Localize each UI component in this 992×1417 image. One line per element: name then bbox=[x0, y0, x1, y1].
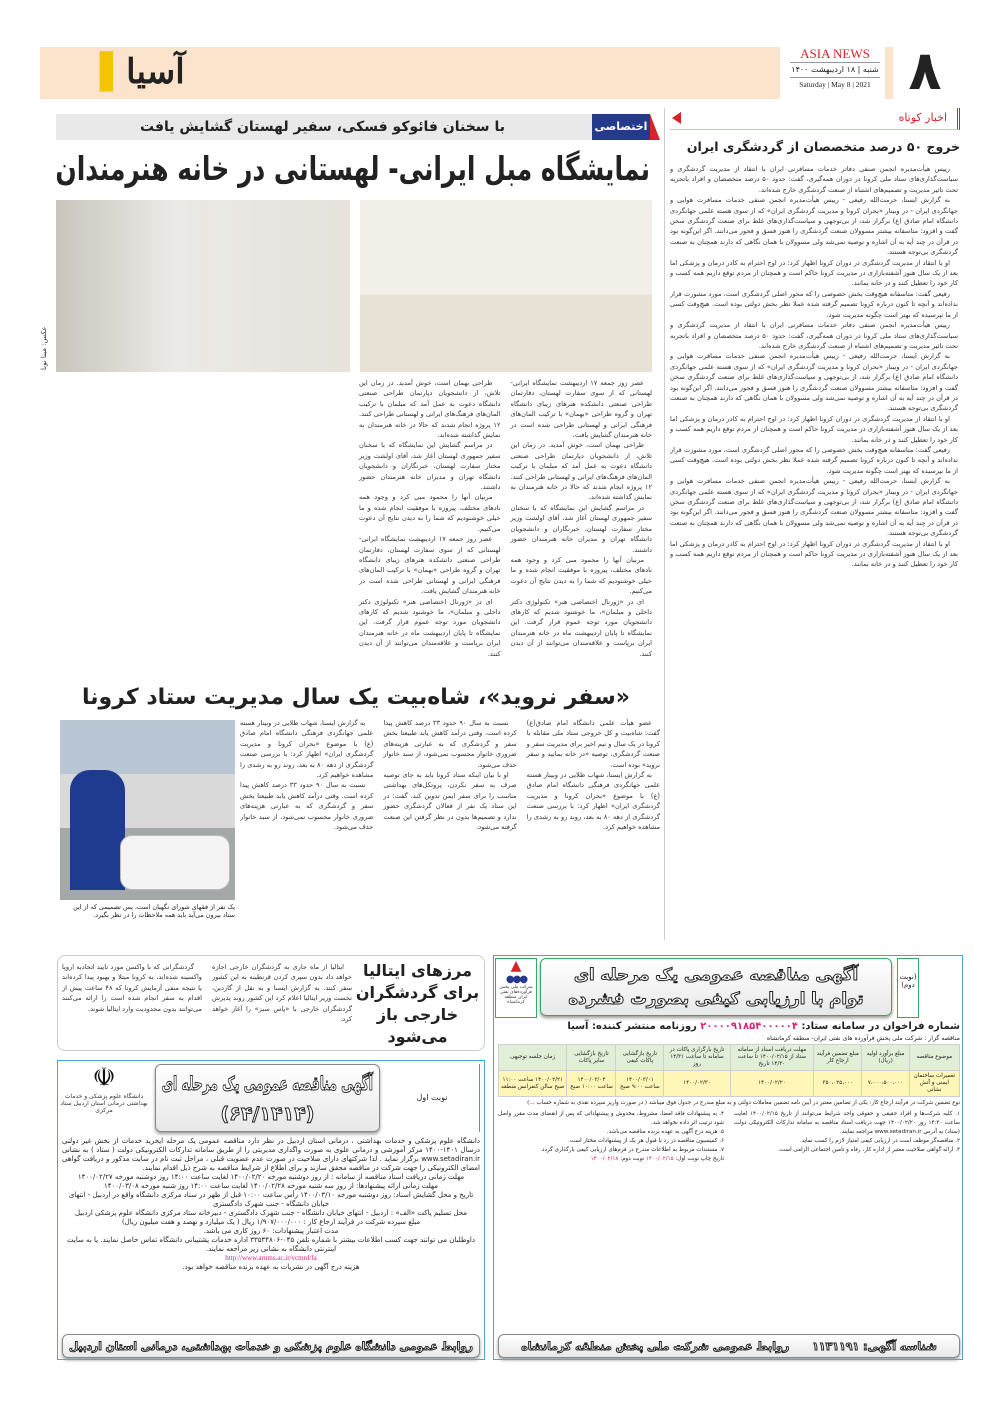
logo-text: شرکت ملی پخش فرآورده‌های نفتی ایران منطقه کرمانشاه bbox=[499, 985, 533, 1005]
iran-emblem bbox=[60, 1063, 148, 1135]
table-cell: ۱۴۰۰/۰۳/۰۴ ساعت ۱۰:۰۰ صبح bbox=[567, 1071, 616, 1097]
paragraph: او با انتقاد از مدیریت گردشگری در دوران کرونا اظهار کرد: در اوج احترام به کادر درمان و پزشکی اما بعد از یک سال هنوز آشفته‌بازاری در مدیریت کرونا حاکم است و همچنان از مردم توقع داریم همه کسب و کار خود را تعطیل کنند و در خانه بمانند. bbox=[670, 539, 958, 569]
paragraph: گردشگرانی که با واکسن مورد تایید اتحادیه اروپا واکسینه شده‌اند، به کرونا مبتلا و بهبود پیدا کرده‌اند یا نتیجه منفی آزمایش کرونا که ۴۸ ساعت پیش از اقدام به سفر انجام شده است را ارائه می‌کنند می‌توانند بدون محدودیت وارد ایتالیا شوند. bbox=[62, 963, 202, 1013]
banner-line: آگهی مناقصه عمومی یک مرحله ای bbox=[161, 1073, 373, 1095]
note: ۷. مستندات مربوط به اطلاعات مندرج در فرم‌های ارزیابی کیفی بارگذاری گردد. bbox=[540, 1147, 724, 1153]
tender-footer bbox=[62, 1334, 480, 1358]
column-divider bbox=[664, 108, 665, 940]
note: ۵. هزینه درج آگهی به عهده برنده مناقصه می‌باشد. bbox=[606, 1129, 724, 1135]
nioc-logo bbox=[495, 958, 537, 1018]
table-cell: ۳۵۰،۰۲۵،۰۰۰ bbox=[814, 1071, 862, 1097]
photo-visitors bbox=[56, 200, 350, 372]
column-header: تاریخ بارگزاری پاکات در سامانه تا ساعت ۱۴/۳۱ روز bbox=[664, 1045, 730, 1071]
paragraph: به گزارش ایسنا، شهاب طلایی در وبینار هسته علمی جهانگردی فرهنگی دانشگاه امام صادق (ع) با موضوع «بحران کرونا و مدیریت گردشگری ایران» اظهار کرد: با بررسی صنعت گردشگری از دهه ۸۰ به بعد، روند رو به رشدی را مشاهده خواهیم کرد. bbox=[526, 771, 660, 832]
paragraph: رفیعی گفت: متاسفانه هیچ‌وقت بخش خصوصی را که محور اصلی گردشگری است، مورد مشورت قرار نداده‌اند و آنچه تا کنون درباره کرونا تصمیم گرفته شده عملا نظر بخش دولتی بوده است. هیچ‌وقت کسی از ما نپرسیده که بهتر است چگونه مدیریت شود. bbox=[670, 445, 958, 475]
tender-cost-note: هزینه درج آگهی در نشریات به عهده برنده مناقصه خواهد بود. bbox=[182, 1263, 360, 1271]
column-header: زمان جلسه توجیهی bbox=[499, 1045, 567, 1071]
paragraph: رفیعی گفت: متاسفانه هیچ‌وقت بخش خصوصی را که محور اصلی گردشگری است، مورد مشورت قرار نداده‌اند و آنچه تا کنون درباره کرونا تصمیم گرفته شده عملا نظر بخش دولتی بوده است. هیچ‌وقت کسی از ما نپرسیده که بهتر است چگونه مدیریت شود. bbox=[670, 289, 958, 319]
paragraph: عصر روز جمعه ۱۷ اردیبهشت نمایشگاه ایرانی- لهستانی که از سوی سفارت لهستان، دفارتمان طراحی صنعتی دانشکده هنرهای زیبای دانشگاه تهران و گروه طراحی «بهمان» با ترکیب المان‌های فرهنگی ایرانی و لهستانی طراحی شده است در خانه هنرمندان گشایش یافت. bbox=[510, 379, 652, 440]
column-header: مهلت دریافت اسناد از سامانه ستاد از ۱۴۰۰/۰۲/۱۵ تا ساعت ۱۴/۳۰ تاریخ bbox=[730, 1045, 814, 1071]
emblem-text: دانشگاه علوم پزشکی و خدمات بهداشتی درمانی استان اردبیل ستاد مرکزی bbox=[60, 1093, 148, 1114]
paragraph: او با انتقاد از مدیریت گردشگری در دوران کرونا اظهار کرد: در اوج احترام به کادر درمان و پزشکی اما بعد از یک سال هنوز آشفته‌بازاری در مدیریت کرونا حاکم است و همچنان از مردم توقع داریم همه کسب و کار خود را تعطیل کنند و در خانه بمانند. bbox=[670, 258, 958, 288]
table-cell: ۱۴۰۰/۰۲/۳۰ bbox=[664, 1071, 730, 1097]
ad-id-label: شناسه آگهی: bbox=[863, 1340, 937, 1353]
short-news-column bbox=[670, 136, 960, 940]
corona-body bbox=[240, 718, 660, 934]
note: ۳. ارائه گواهی صلاحیت معتبر از اداره کار، رفاه و تامین اجتماعی الزامی است. bbox=[778, 1147, 960, 1153]
banner-line: (۶۴/۱۴۱۴) bbox=[220, 1103, 315, 1125]
column-header: موضوع مناقصه bbox=[909, 1045, 959, 1071]
table-row bbox=[499, 1071, 960, 1097]
flame-icon: ▲ bbox=[510, 958, 522, 974]
call-number-line bbox=[498, 1019, 960, 1034]
headline-corona: «سفر نروید»، شاه‌بیت یک سال مدیریت ستاد کرونا bbox=[82, 685, 630, 710]
car-figure bbox=[120, 835, 230, 890]
tender-body bbox=[62, 1137, 480, 1331]
note: ۴. به پیشنهادات فاقد امضا، مشروط، مخدوش و پیشنهاداتی که پس از انقضای مدت مقرر واصل شود ترتیب اثر داده نخواهد شد. bbox=[498, 1111, 724, 1126]
page-number: ۸ bbox=[908, 39, 942, 102]
paragraph: در مراسم گشایش این نمایشگاه که با سخنان سفیر جمهوری لهستان آغاز شد، آقای اولشت وزیر مختار سفارت لهستان، خبرنگاران و دانشجویان دانشگاه تهران و مدیران خانه هنرمندان حضور داشتند. bbox=[510, 503, 652, 554]
table-cell: ۷،۰۰۰،۵۰۰،۰۰۰ bbox=[862, 1071, 909, 1097]
tender-line: تاریخ و محل گشایش اسناد: روز دوشنبه مورخه ۱۴۰۰/۰۳/۱۰ رأس ساعت ۱۰:۰۰ قبل از ظهر در ستاد مرکزی دانشگاه واقع در اردبیل - انتهای خیابان دانشگاه - جنب شهرک دادگستری bbox=[68, 1191, 474, 1208]
round-label: نوبت اول bbox=[385, 1064, 480, 1132]
second-print-date: ۱۴۰۰/۰۲/۱۸ bbox=[590, 1156, 619, 1162]
short-news-title: خروج ۵۰ درصد متخصصان از گردشگری ایران bbox=[686, 139, 960, 154]
tender-url-link[interactable]: http://www.arums.ac.ir/vcmrd/fa bbox=[225, 1254, 317, 1262]
tender-line: داوطلبان می توانند جهت کسب اطلاعات بیشتر با شماره تلفن ۰۴۵-۳۳۵۳۴۸۰۶ اداره خدمات پشتیبانی دانشگاه تماس حاصل نمایند. یا به سایت اینترنتی دانشگاه به نشانی زیر مراجعه نمایند. bbox=[67, 1236, 475, 1253]
paragraph: به گزارش ایسنا، شهاب طلایی در وبینار هسته علمی جهانگردی فرهنگی دانشگاه امام صادق (ع) با موضوع «بحران کرونا و مدیریت گردشگری ایران» اظهار کرد: با بررسی صنعت گردشگری از دهه ۸۰ به بعد، روند رو به رشدی را مشاهده خواهیم کرد. bbox=[240, 719, 374, 780]
play-triangle-icon bbox=[672, 112, 681, 124]
page-number-band bbox=[885, 47, 893, 99]
paragraph: به گزارش ایسنا، حرمت‌الله رفیعی - رییس هیأت‌مدیره انجمن صنفی خدمات مسافرت هوایی و جهانگردی ایران - در وبینار «بحران کرونا و مدیریت گردشگری ایران» که از سوی هسته علمی جهانگردی دانشگاه امام صادق (ع) برگزار شد، از بی‌توجهی و سیاست‌گذاری‌های غلط برای صنعت گردشگری سخن گفت و افزود: متاسفانه بیشتر مسوولان صنعت گردشگری را هنوز فسق و فجور می‌دانند. اگر این‌گونه بود در قرآن در چند آیه به آن اشاره و توصیه نمی‌شد ولی مسوولان با همان نگاهی که دارند همچنان به صنعت گردشگری بی‌توجه هستند. bbox=[670, 352, 958, 413]
drops-icon: ●●● bbox=[505, 974, 527, 985]
paragraph: به گزارش ایسنا، حرمت‌الله رفیعی - رییس هیأت‌مدیره انجمن صنفی خدمات مسافرت هوایی و جهانگردی ایران - در وبینار «بحران کرونا و مدیریت گردشگری ایران» که از سوی هسته علمی جهانگردی دانشگاه امام صادق (ع) برگزار شد، از بی‌توجهی و سیاست‌گذاری‌های غلط برای صنعت گردشگری سخن گفت و افزود: متاسفانه بیشتر مسوولان صنعت گردشگری را هنوز فسق و فجور می‌دانند. اگر این‌گونه بود در قرآن در چند آیه به آن اشاره و توصیه نمی‌شد ولی مسوولان با همان نگاهی که دارند همچنان به صنعت گردشگری بی‌توجه هستند. bbox=[670, 196, 958, 257]
tender-line: محل تسلیم پاکت «الف» : اردبیل - انتهای خیابان دانشگاه - جنب شهرک دادگستری - دبیرخانه ستاد مرکزی دانشگاه علوم پزشکی اردبیل bbox=[74, 1209, 468, 1217]
note: ۱. کلیه شرکت‌ها و افراد حقیقی و حقوقی واجد شرایط می‌توانند از تاریخ ۱۴۰۰/۰۲/۱۵ لغایت ساعت ۱۴:۳۰ روز ۱۴۰۰/۰۲/۲۰ جهت دریافت اسناد مناقصه به سامانه تدارکات الکترونیکی دولت (ستاد) به آدرس www.setadiran.ir مراجعه نمایند. bbox=[734, 1111, 961, 1135]
date-persian: شنبه | ۱۸ اردیبهشت ۱۴۰۰ bbox=[790, 63, 880, 78]
note: ۲. مناقصه‌گر موظف است در ارزیابی کیفی امتیاز لازم را کسب نماید. bbox=[799, 1138, 960, 1144]
paragraph: مربیان آنها را محمود مبی کرد و وجود همه نادهای مختلف، پیروزه با موفقیت انجام شده و ما خیلی خوشنودیم که شما را به دیدن نتایج آن دعوت می‌کنیم. bbox=[359, 493, 501, 533]
exclusive-tag: اختصاصی bbox=[592, 114, 650, 140]
paragraph: در مراسم گشایش این نمایشگاه که با سخنان سفیر جمهوری لهستان آغاز شد، آقای اولشت وزیر مختار سفارت لهستان، خبرنگاران و دانشجویان دانشگاه تهران و مدیران خانه هنرمندان حضور داشتند. bbox=[359, 441, 501, 492]
tender-line: مهلت زمانی ارائه پیشنهادها: از روز سه شنبه مورخه ۱۴۰۰/۰۲/۲۸ لغایت ساعت ۱۴:۰۰ روز شنبه مورخه ۱۴۰۰/۰۳/۰۸ bbox=[104, 1182, 438, 1190]
tender-intro: دانشگاه علوم پزشکی و خدمات بهداشتی ، درمانی استان اردبیل در نظر دارد مناقصه عمومی یک مرحله ایخرید خدمات از بخش غیر دولتی درسال ۱۴۰۱-۱۴۰۰ مرکز آموزشی و درمانی علوی به صورت واگذاری مدیریتی را از طریق سامانه تدارکات الکترونیکی دولت ( ستاد ) به نشانی www.setadiran.ir برگزار نماید . لذا شرکتهای دارای صلاحیت در صورت عدم عضویت قبلی ، مراحل ثبت نام در سایت مذکور و دریافت گواهی امضای الکترونیکی را جهت شرکت در مناقصه محقق سازند و برای اطلاع از شرایط مناقصه به شرح ذیل اقدام نمایند. bbox=[62, 1137, 480, 1172]
ad-id: ۱۱۳۱۱۹۱ bbox=[812, 1340, 860, 1353]
column-header: مبلغ برآورد اولیه (ریال) bbox=[862, 1045, 909, 1071]
tender-notes bbox=[498, 1110, 960, 1164]
table-header-row bbox=[499, 1045, 960, 1071]
column-header: تاریخ بازگشایی پاکات کیفی bbox=[616, 1045, 664, 1071]
paragraph: طراحی بهمان است، خوش آمدید. در زمان این تلاش، از دانشجویان دپارتمان طراحی صنعتی دانشگاه دعوت به عمل آمد که مبلمان با ترکیب المان‌های فرهنگ‌های ایرانی و لهستانی طراحی کنند. ۱۲ پروژه انجام شدند که حالا در خانه هنرمندان به نمایش گذاشته شده‌اند. bbox=[510, 441, 652, 502]
photo-furniture bbox=[360, 200, 652, 372]
round-label: (نوبت دوم) bbox=[897, 958, 919, 1018]
footer-line bbox=[505, 1335, 953, 1359]
tender-line: مبلغ سپرده شرکت در فرآیند ارجاع کار : ۱/۹۰۷/۰۰۰/۰۰۰ ریال ( یک میلیارد و نهصد و هفت میلیون ریال) bbox=[121, 1218, 421, 1226]
paragraph: به گزارش ایسنا، حرمت‌الله رفیعی - رییس هیأت‌مدیره انجمن صنفی خدمات مسافرت هوایی و جهانگردی ایران - در وبینار «بحران کرونا و مدیریت گردشگری ایران» که از سوی هسته علمی جهانگردی دانشگاه امام صادق (ع) برگزار شد، از بی‌توجهی و سیاست‌گذاری‌های غلط برای صنعت گردشگری سخن گفت و افزود: متاسفانه بیشتر مسوولان صنعت گردشگری را هنوز فسق و فجور می‌دانند. اگر این‌گونه بود در قرآن در چند آیه به آن اشاره و توصیه نمی‌شد ولی مسوولان با همان نگاهی که دارند همچنان به صنعت گردشگری بی‌توجه هستند. bbox=[670, 477, 958, 538]
tender-line: مدت اعتبار پیشنهادات: ۶۰ روز کاری می باشد. bbox=[203, 1227, 339, 1235]
tender-content bbox=[498, 1019, 960, 1331]
column-header: مبلغ تضمین فرآیند ارجاع کار bbox=[814, 1045, 862, 1071]
column-header: تاریخ بازگشایی سایر پاکات bbox=[567, 1045, 616, 1071]
tender-table bbox=[498, 1044, 960, 1097]
publisher: روزنامه منتشر کننده: آسیا bbox=[567, 1021, 697, 1032]
paragraph: نسبت به سال ۹۰ حدود ۳۳ درصد کاهش پیدا کرده است. وقتی درآمد کاهش یابد طبیعتا بخش سفر و گردشگری که به عبارتی هزینه‌های ضروری خانوار محسوب نمی‌شود، از سبد خانوار حذف می‌شود. bbox=[240, 781, 374, 832]
second-print-label: نوبت دوم: bbox=[620, 1156, 645, 1162]
footer-text: روابط عمومی دانشگاه علوم پزشکی و خدمات بهداشتی، درمانی استان اردبیل bbox=[68, 1340, 474, 1353]
paragraph: او با بیان اینکه ستاد کرونا باید به جای توصیه صرف به سفر نکردن، پروتکل‌های بهداشتی مناسب را برای سفر ایمن تدوین کند، گفت: در این ستاد یک نفر از فعالان گردشگری حضور ندارد و تصمیم‌ها بدون در نظر گرفتن این صنعت گرفته می‌شود. bbox=[383, 771, 517, 832]
table-cell: ۱۴۰۰/۰۲/۲۰ bbox=[730, 1071, 814, 1097]
tender-footer bbox=[498, 1334, 960, 1358]
police-figure bbox=[70, 770, 125, 890]
call-number: ۲۰۰۰۰۹۱۸۵۴۰۰۰۰۰۴ bbox=[700, 1021, 798, 1032]
kicker: با سخنان فائوکو فسکی، سفیر لهستان گشایش یافت bbox=[140, 119, 505, 135]
first-print-label: تاریخ چاپ نوبت اول: bbox=[675, 1156, 724, 1162]
call-label: شماره فراخوان در سامانه ستاد: bbox=[801, 1021, 960, 1032]
footer-text: روابط عمومی شرکت ملی پخش منطقه کرمانشاه bbox=[521, 1340, 790, 1353]
table-cell: ۱۴۰۰/۰۳/۰۱ ساعت ۹:۰۰ صبح bbox=[616, 1071, 664, 1097]
table-cell: ۱۴۰۰/۰۲/۲۱ ساعت ۱۱:۰۰ صبح سالن کنفرانس منطقه bbox=[499, 1071, 567, 1097]
photo-credit: عکس: مینا نوبا bbox=[40, 326, 48, 370]
italy-body bbox=[62, 962, 352, 1024]
tender-banner bbox=[155, 1064, 380, 1132]
paragraph: رییس هیأت‌مدیره انجمن صنفی دفاتر خدمات مسافرتی ایران با انتقاد از مدیریت گردشگری و سیاست‌گذاری‌های ستاد ملی کرونا در دوران همه‌گیری، گفت: حدود ۵۰ درصد متخصصان و افراد باتجربه تحت تاثیر مدیریت و تصمیم‌های اشتباه از صنعت گردشگری خارج شده‌اند. bbox=[670, 321, 958, 350]
exhibition-body bbox=[56, 378, 652, 670]
issue-info bbox=[790, 45, 880, 100]
banner-line: توام با ارزیابی کیفی بصورت فشرده bbox=[568, 989, 864, 1008]
paragraph: نسبت به سال ۹۰ حدود ۳۳ درصد کاهش پیدا کرده است. وقتی درآمد کاهش یابد طبیعتا بخش سفر و گردشگری که به عبارتی هزینه‌های ضروری خانوار محسوب نمی‌شود، از سبد خانوار حذف می‌شود. bbox=[383, 719, 517, 769]
paragraph: عصر روز جمعه ۱۷ اردیبهشت نمایشگاه ایرانی- لهستانی که از سوی سفارت لهستان، دفارتمان طراحی صنعتی دانشکده هنرهای زیبای دانشگاه تهران و گروه طراحی «بهمان» با ترکیب المان‌های فرهنگی ایرانی و لهستانی طراحی شده است در خانه هنرمندان گشایش یافت. bbox=[359, 535, 501, 596]
paragraph: ای در «ژورنال اختصاصی هنر» تکنولوژی دکتر داخلی و مبلمان»، ما خوشنود شدیم که کارهای دانشجویان مورد توجه عموم قرار گرفت. این نمایشگاه تا پایان اردیبهشت ماه در خانه هنرمندان ایران برپاست و علاقه‌مندان می‌توانند از آن دیدن کنند. bbox=[359, 597, 501, 658]
banner-line: آگهی مناقصه عمومی یک مرحله ای bbox=[573, 965, 859, 984]
paragraph: عضو هیأت علمی دانشگاه امام صادق(ع) گفت: شاه‌بیت و کل خروجی ستاد ملی مقابله با کرونا در یک سال و نیم اخیر برای مدیریت سفر و صنعت گردشگری، توصیه «در خانه بمانید و سفر نروید» بوده است. bbox=[526, 719, 660, 769]
section-label-short-news: اخبار کوتاه bbox=[670, 108, 960, 130]
date-english: Saturday | May 8 | 2021 bbox=[799, 80, 871, 89]
tag-accent bbox=[650, 114, 660, 140]
table-cell: تعمیرات ساختمان ایمنی و آتش نشانی bbox=[909, 1071, 959, 1097]
paragraph: او با انتقاد از مدیریت گردشگری در دوران کرونا اظهار کرد: در اوج احترام به کادر درمان و پزشکی اما بعد از یک سال هنوز آشفته‌بازاری در مدیریت کرونا حاکم است و همچنان از مردم توقع داریم همه کسب و کار خود را تعطیل کنند و در خانه بمانند. bbox=[670, 414, 958, 444]
emblem-icon: ☫ bbox=[92, 1063, 116, 1093]
brand-name: ASIA NEWS bbox=[790, 45, 880, 63]
print-dates bbox=[498, 1155, 724, 1164]
first-print-date: ۱۴۰۰/۰۲/۱۵ bbox=[645, 1156, 674, 1162]
paragraph: ایتالیا از ماه جاری به گردشگران خارجی اجازه خواهد داد بدون سپری کردن قرنطینه به این کشور سفر کنند. به گزارش ایسنا و به نقل از گاردین، نخست وزیر ایتالیا اعلام کرد این کشور روند پذیرش گردشگران خارجی با «پاس سبز» را آغاز خواهد کرد. bbox=[212, 963, 352, 1024]
photo-caption: یک نفر از فقهای شورای نگهبان است، پس تصمیمی که از این ستاد بیرون می‌آید باید همه ملاحظات را در نظر بگیرد. bbox=[73, 903, 235, 919]
italy-title: مرزهای ایتالیا برای گردشگران خارجی باز می‌شود bbox=[355, 961, 480, 1046]
note: ۶. کمیسیون مناقصه در رد یا قبول هر یک از پیشنهادات مختار است. bbox=[568, 1138, 724, 1144]
tender-banner bbox=[540, 958, 892, 1016]
paragraph: مربیان آنها را محمود مبی کرد و وجود همه نادهای مختلف، پیروزه با موفقیت انجام شده و ما خیلی خوشنودیم که شما را به دیدن نتایج آن دعوت می‌کنیم. bbox=[510, 555, 652, 596]
newspaper-logo: ▌آسیا bbox=[100, 52, 185, 92]
short-news-body bbox=[670, 164, 958, 940]
headline-exhibition: نمایشگاه مبل ایرانی- لهستانی در خانه هنرمندان bbox=[55, 149, 650, 188]
paragraph: طراحی بهمان است، خوش آمدید. در زمان این تلاش، از دانشجویان دپارتمان طراحی صنعتی دانشگاه دعوت به عمل آمد که مبلمان با ترکیب المان‌های فرهنگ‌های ایرانی و لهستانی طراحی کنند. ۱۲ پروژه انجام شدند که حالا در خانه هنرمندان به نمایش گذاشته شده‌اند. bbox=[359, 379, 501, 440]
paragraph: ای در «ژورنال اختصاصی هنر» تکنولوژی دکتر داخلی و مبلمان»، ما خوشنود شدیم که کارهای دانشجویان مورد توجه عموم قرار گرفت. این نمایشگاه تا پایان اردیبهشت ماه در خانه هنرمندان ایران برپاست و علاقه‌مندان می‌توانند از آن دیدن کنند. bbox=[510, 597, 652, 658]
tender-line: مهلت زمانی دریافت اسناد مناقصه از سامانه : از روز دوشنبه مورخه ۱۴۰۰/۰۲/۲۰ لغایت ساعت ۱۴:۰۰ روز دوشنبه مورخه ۱۴۰۰/۰۲/۲۷ bbox=[77, 1173, 465, 1181]
organizer: مناقصه گزار : شرکت ملی پخش فرآورده های نفتی ایران- منطقه کرمانشاه bbox=[766, 1035, 960, 1042]
guarantee-note: نوع تضمین شرکت در فرآیند ارجاع کار: یکی از تضامین معتبر در آیین نامه تضمین معاملات دولتی و به مبلغ مندرج در جدول فوق میباشد ( در صورت واریز سپرده نقدی به شماره حساب ...) bbox=[527, 1100, 960, 1106]
paragraph: رییس هیأت‌مدیره انجمن صنفی دفاتر خدمات مسافرتی ایران با انتقاد از مدیریت گردشگری و سیاست‌گذاری‌های ستاد ملی کرونا در دوران همه‌گیری، گفت: حدود ۵۰ درصد متخصصان و افراد باتجربه تحت تاثیر مدیریت و تصمیم‌های اشتباه از صنعت گردشگری خارج شده‌اند. bbox=[670, 165, 958, 194]
